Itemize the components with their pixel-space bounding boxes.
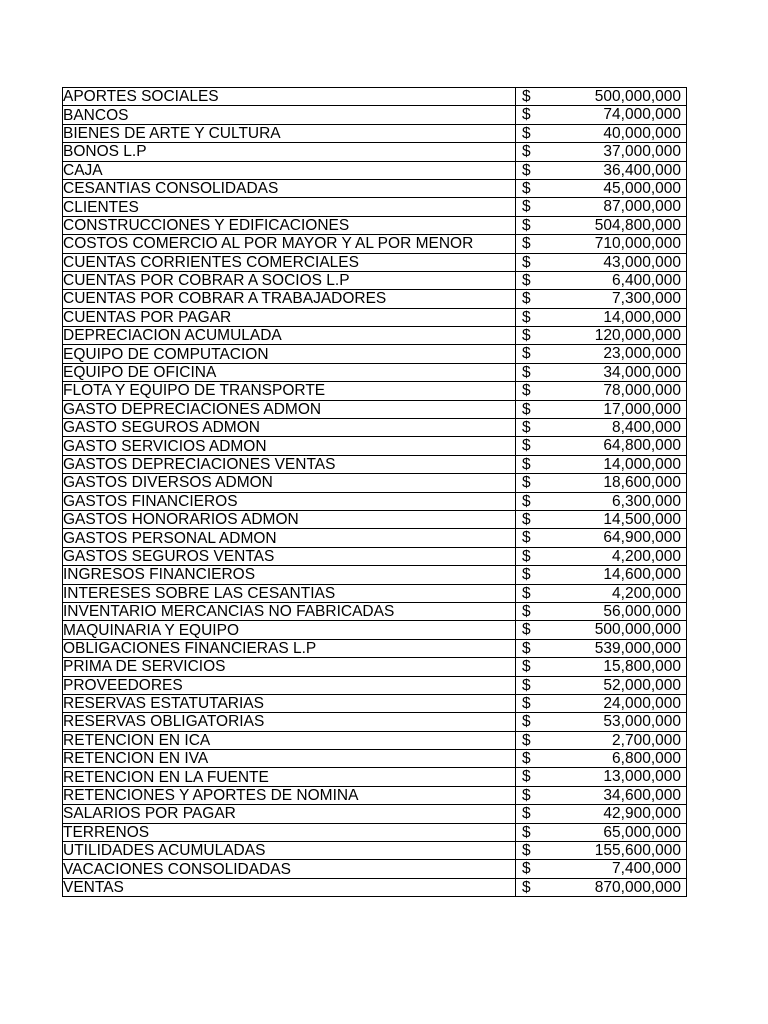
account-name-cell: RETENCION EN ICA [63, 731, 516, 749]
account-name-cell: BANCOS [63, 106, 516, 124]
currency-symbol: $ [522, 529, 531, 547]
account-name-cell: PROVEEDORES [63, 676, 516, 694]
accounts-table-body [63, 88, 687, 897]
amount-cell [516, 805, 687, 823]
account-name-cell: INVENTARIO MERCANCIAS NO FABRICADAS [63, 602, 516, 620]
amount-cell [516, 216, 687, 234]
amount-cell [516, 124, 687, 142]
currency-symbol: $ [522, 510, 531, 528]
table-row [63, 271, 687, 289]
currency-symbol: $ [522, 235, 531, 253]
amount-cell [516, 786, 687, 804]
amount-value: 120,000,000 [594, 327, 681, 345]
amount-value: 53,000,000 [603, 713, 681, 731]
amount-cell [516, 602, 687, 620]
amount-value: 42,900,000 [603, 805, 681, 823]
account-name-cell: GASTOS SEGUROS VENTAS [63, 547, 516, 565]
table-row [63, 805, 687, 823]
amount-cell [516, 290, 687, 308]
table-row [63, 253, 687, 271]
currency-symbol: $ [522, 124, 531, 142]
amount-value: 37,000,000 [603, 143, 681, 161]
table-row [63, 143, 687, 161]
amount-value: 64,800,000 [603, 437, 681, 455]
amount-cell [516, 437, 687, 455]
currency-symbol: $ [522, 786, 531, 804]
amount-value: 15,800,000 [603, 658, 681, 676]
table-row [63, 400, 687, 418]
amount-value: 4,200,000 [612, 584, 681, 602]
currency-symbol: $ [522, 768, 531, 786]
account-name-cell: RESERVAS ESTATUTARIAS [63, 694, 516, 712]
amount-value: 504,800,000 [594, 216, 681, 234]
account-name-cell: RETENCION EN IVA [63, 750, 516, 768]
amount-value: 43,000,000 [603, 253, 681, 271]
amount-cell [516, 400, 687, 418]
table-row [63, 602, 687, 620]
amount-cell [516, 143, 687, 161]
amount-cell [516, 106, 687, 124]
table-row [63, 124, 687, 142]
table-row [63, 786, 687, 804]
amount-value: 7,400,000 [612, 860, 681, 878]
amount-cell [516, 621, 687, 639]
account-name-cell: CLIENTES [63, 198, 516, 216]
amount-value: 6,800,000 [612, 750, 681, 768]
amount-cell [516, 750, 687, 768]
currency-symbol: $ [522, 731, 531, 749]
table-row [63, 823, 687, 841]
amount-cell [516, 474, 687, 492]
amount-cell [516, 713, 687, 731]
account-name-cell: RETENCION EN LA FUENTE [63, 768, 516, 786]
amount-cell [516, 198, 687, 216]
currency-symbol: $ [522, 694, 531, 712]
amount-value: 14,000,000 [603, 308, 681, 326]
account-name-cell: APORTES SOCIALES [63, 88, 516, 106]
amount-value: 500,000,000 [594, 621, 681, 639]
table-row [63, 750, 687, 768]
account-name-cell: CONSTRUCCIONES Y EDIFICACIONES [63, 216, 516, 234]
table-row [63, 290, 687, 308]
currency-symbol: $ [522, 419, 531, 437]
account-name-cell: COSTOS COMERCIO AL POR MAYOR Y AL POR MENOR [63, 235, 516, 253]
account-name-cell: VACACIONES CONSOLIDADAS [63, 860, 516, 878]
table-row [63, 584, 687, 602]
currency-symbol: $ [522, 290, 531, 308]
amount-value: 78,000,000 [603, 382, 681, 400]
amount-cell [516, 878, 687, 896]
amount-cell [516, 492, 687, 510]
amount-cell [516, 419, 687, 437]
currency-symbol: $ [522, 658, 531, 676]
amount-value: 52,000,000 [603, 676, 681, 694]
account-name-cell: DEPRECIACION ACUMULADA [63, 327, 516, 345]
table-row [63, 455, 687, 473]
amount-value: 6,300,000 [612, 492, 681, 510]
table-row [63, 529, 687, 547]
amount-value: 710,000,000 [594, 235, 681, 253]
currency-symbol: $ [522, 860, 531, 878]
amount-value: 34,600,000 [603, 786, 681, 804]
currency-symbol: $ [522, 805, 531, 823]
amount-cell [516, 639, 687, 657]
table-row [63, 216, 687, 234]
table-row [63, 419, 687, 437]
account-name-cell: INGRESOS FINANCIEROS [63, 566, 516, 584]
amount-cell [516, 327, 687, 345]
amount-value: 65,000,000 [603, 823, 681, 841]
account-name-cell: CUENTAS POR COBRAR A TRABAJADORES [63, 290, 516, 308]
account-name-cell: SALARIOS POR PAGAR [63, 805, 516, 823]
currency-symbol: $ [522, 216, 531, 234]
account-name-cell: GASTO SEGUROS ADMON [63, 419, 516, 437]
account-name-cell: VENTAS [63, 878, 516, 896]
account-name-cell: TERRENOS [63, 823, 516, 841]
currency-symbol: $ [522, 106, 531, 124]
amount-value: 40,000,000 [603, 124, 681, 142]
amount-value: 6,400,000 [612, 271, 681, 289]
amount-value: 17,000,000 [603, 400, 681, 418]
amount-cell [516, 179, 687, 197]
amount-value: 14,600,000 [603, 566, 681, 584]
currency-symbol: $ [522, 547, 531, 565]
amount-value: 2,700,000 [612, 731, 681, 749]
account-name-cell: EQUIPO DE COMPUTACION [63, 345, 516, 363]
account-name-cell: FLOTA Y EQUIPO DE TRANSPORTE [63, 382, 516, 400]
currency-symbol: $ [522, 345, 531, 363]
account-name-cell: EQUIPO DE OFICINA [63, 363, 516, 381]
amount-value: 64,900,000 [603, 529, 681, 547]
currency-symbol: $ [522, 161, 531, 179]
accounts-table [62, 87, 687, 897]
account-name-cell: GASTOS DIVERSOS ADMON [63, 474, 516, 492]
table-row [63, 106, 687, 124]
account-name-cell: PRIMA DE SERVICIOS [63, 658, 516, 676]
table-row [63, 731, 687, 749]
amount-cell [516, 694, 687, 712]
amount-value: 24,000,000 [603, 694, 681, 712]
table-row [63, 363, 687, 381]
amount-value: 4,200,000 [612, 547, 681, 565]
amount-cell [516, 235, 687, 253]
amount-value: 13,000,000 [603, 768, 681, 786]
amount-cell [516, 658, 687, 676]
table-row [63, 235, 687, 253]
amount-cell [516, 584, 687, 602]
account-name-cell: BIENES DE ARTE Y CULTURA [63, 124, 516, 142]
currency-symbol: $ [522, 842, 531, 860]
table-row [63, 621, 687, 639]
table-row [63, 860, 687, 878]
table-row [63, 474, 687, 492]
amount-value: 87,000,000 [603, 198, 681, 216]
account-name-cell: CUENTAS CORRIENTES COMERCIALES [63, 253, 516, 271]
currency-symbol: $ [522, 455, 531, 473]
amount-cell [516, 308, 687, 326]
amount-cell [516, 547, 687, 565]
amount-cell [516, 161, 687, 179]
amount-value: 870,000,000 [594, 878, 681, 896]
currency-symbol: $ [522, 253, 531, 271]
currency-symbol: $ [522, 143, 531, 161]
currency-symbol: $ [522, 492, 531, 510]
account-name-cell: GASTOS DEPRECIACIONES VENTAS [63, 455, 516, 473]
table-row [63, 88, 687, 106]
amount-cell [516, 455, 687, 473]
account-name-cell: GASTO SERVICIOS ADMON [63, 437, 516, 455]
account-name-cell: GASTO DEPRECIACIONES ADMON [63, 400, 516, 418]
table-row [63, 437, 687, 455]
amount-value: 14,000,000 [603, 455, 681, 473]
account-name-cell: INTERESES SOBRE LAS CESANTIAS [63, 584, 516, 602]
amount-value: 7,300,000 [612, 290, 681, 308]
currency-symbol: $ [522, 750, 531, 768]
amount-cell [516, 860, 687, 878]
table-row [63, 327, 687, 345]
account-name-cell: GASTOS HONORARIOS ADMON [63, 510, 516, 528]
table-row [63, 842, 687, 860]
currency-symbol: $ [522, 198, 531, 216]
account-name-cell: GASTOS FINANCIEROS [63, 492, 516, 510]
amount-cell [516, 566, 687, 584]
amount-cell [516, 823, 687, 841]
table-row [63, 878, 687, 896]
account-name-cell: MAQUINARIA Y EQUIPO [63, 621, 516, 639]
amount-cell [516, 382, 687, 400]
table-row [63, 492, 687, 510]
currency-symbol: $ [522, 713, 531, 731]
amount-value: 74,000,000 [603, 106, 681, 124]
table-row [63, 510, 687, 528]
table-row [63, 547, 687, 565]
currency-symbol: $ [522, 363, 531, 381]
amount-value: 8,400,000 [612, 419, 681, 437]
currency-symbol: $ [522, 400, 531, 418]
amount-value: 34,000,000 [603, 363, 681, 381]
table-row [63, 768, 687, 786]
amount-value: 539,000,000 [594, 639, 681, 657]
table-row [63, 713, 687, 731]
account-name-cell: CUENTAS POR PAGAR [63, 308, 516, 326]
amount-cell [516, 271, 687, 289]
amount-value: 45,000,000 [603, 179, 681, 197]
currency-symbol: $ [522, 823, 531, 841]
currency-symbol: $ [522, 382, 531, 400]
currency-symbol: $ [522, 639, 531, 657]
account-name-cell: BONOS L.P [63, 143, 516, 161]
account-name-cell: RESERVAS OBLIGATORIAS [63, 713, 516, 731]
currency-symbol: $ [522, 566, 531, 584]
amount-value: 36,400,000 [603, 161, 681, 179]
currency-symbol: $ [522, 621, 531, 639]
amount-value: 23,000,000 [603, 345, 681, 363]
amount-value: 155,600,000 [594, 842, 681, 860]
table-row [63, 308, 687, 326]
currency-symbol: $ [522, 584, 531, 602]
currency-symbol: $ [522, 327, 531, 345]
amount-cell [516, 842, 687, 860]
currency-symbol: $ [522, 308, 531, 326]
table-row [63, 566, 687, 584]
currency-symbol: $ [522, 437, 531, 455]
table-row [63, 658, 687, 676]
currency-symbol: $ [522, 602, 531, 620]
amount-cell [516, 88, 687, 106]
currency-symbol: $ [522, 676, 531, 694]
amount-cell [516, 529, 687, 547]
table-row [63, 345, 687, 363]
amount-value: 500,000,000 [594, 88, 681, 105]
account-name-cell: CAJA [63, 161, 516, 179]
amount-value: 18,600,000 [603, 474, 681, 492]
account-name-cell: OBLIGACIONES FINANCIERAS L.P [63, 639, 516, 657]
currency-symbol: $ [522, 88, 531, 105]
amount-cell [516, 731, 687, 749]
table-row [63, 639, 687, 657]
table-row [63, 161, 687, 179]
account-name-cell: RETENCIONES Y APORTES DE NOMINA [63, 786, 516, 804]
currency-symbol: $ [522, 179, 531, 197]
account-name-cell: CUENTAS POR COBRAR A SOCIOS L.P [63, 271, 516, 289]
amount-cell [516, 253, 687, 271]
account-name-cell: GASTOS PERSONAL ADMON [63, 529, 516, 547]
table-row [63, 694, 687, 712]
table-row [63, 179, 687, 197]
table-row [63, 198, 687, 216]
amount-cell [516, 345, 687, 363]
amount-cell [516, 676, 687, 694]
amount-cell [516, 363, 687, 381]
amount-value: 14,500,000 [603, 510, 681, 528]
currency-symbol: $ [522, 878, 531, 896]
table-row [63, 676, 687, 694]
currency-symbol: $ [522, 271, 531, 289]
table-row [63, 382, 687, 400]
currency-symbol: $ [522, 474, 531, 492]
amount-cell [516, 768, 687, 786]
account-name-cell: UTILIDADES ACUMULADAS [63, 842, 516, 860]
amount-cell [516, 510, 687, 528]
account-name-cell: CESANTIAS CONSOLIDADAS [63, 179, 516, 197]
amount-value: 56,000,000 [603, 602, 681, 620]
